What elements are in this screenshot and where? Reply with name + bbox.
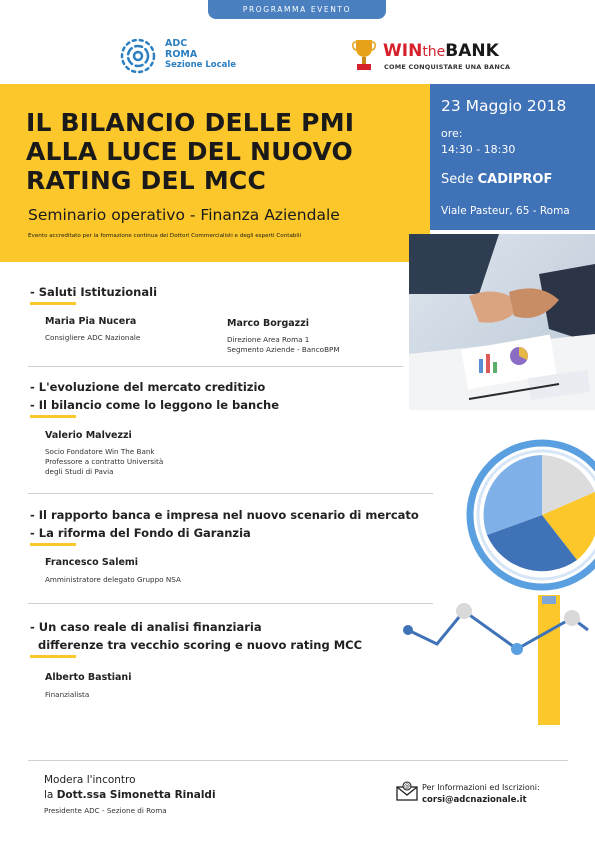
venue-name: CADIPROF — [477, 172, 553, 187]
winthebank-logo — [383, 42, 499, 61]
speaker-role: Direzione Area Roma 1 — [227, 335, 310, 344]
section4-topic2: differenze tra vecchio scoring e nuovo rating MCC — [38, 638, 363, 652]
info-email-link[interactable]: corsi@adcnazionale.it — [422, 795, 527, 805]
speaker-role: Socio Fondatore Win The Bank — [45, 447, 155, 456]
speaker-name: Alberto Bastiani — [45, 672, 132, 683]
title-line2: ALLA LUCE DEL NUOVO — [26, 137, 353, 166]
event-title — [26, 108, 354, 195]
speaker-role: Finanzialista — [45, 690, 90, 699]
adc-logo-text — [165, 38, 236, 71]
speaker-role: Professore a contratto Università — [45, 457, 164, 466]
handshake-photo — [409, 234, 595, 410]
accreditation-note: Evento accreditato per la formazione continua dei Dottori Commercialisti e degli esperti Contabili — [28, 233, 302, 239]
section3-topic2: - La riforma del Fondo di Garanzia — [30, 526, 251, 540]
trophy-icon — [352, 38, 376, 72]
event-date: 23 Maggio 2018 — [441, 97, 567, 115]
speaker-name: Marco Borgazzi — [227, 318, 309, 329]
moderator-intro: Modera l'incontro — [44, 774, 136, 786]
svg-text:@: @ — [404, 783, 410, 791]
speaker-name: Francesco Salemi — [45, 557, 139, 568]
title-line3: RATING DEL MCC — [26, 166, 266, 195]
section2-topic1: - L'evoluzione del mercato creditizio — [30, 380, 266, 394]
mail-icon — [396, 781, 418, 801]
event-time: 14:30 - 18:30 — [441, 143, 516, 156]
moderator-name-line — [44, 789, 216, 801]
moderator-prefix: la — [44, 789, 54, 801]
event-venue — [441, 172, 552, 187]
time-label: ore: — [441, 127, 463, 140]
footer-divider — [28, 760, 568, 761]
section-divider — [28, 493, 433, 494]
winthebank-tagline: COME CONQUISTARE UNA BANCA — [384, 63, 511, 71]
wtb-the: the — [422, 44, 446, 60]
adc-logo-icon — [118, 36, 158, 76]
adc-line1: ADC — [165, 38, 188, 49]
event-subtitle: Seminario operativo - Finanza Aziendale — [28, 206, 340, 224]
speaker-role: Segmento Aziende - BancoBPM — [227, 345, 340, 354]
adc-line2: ROMA — [165, 49, 198, 60]
speaker-name: Valerio Malvezzi — [45, 430, 132, 441]
section1-underline — [30, 302, 76, 305]
moderator-name: Dott.ssa Simonetta Rinaldi — [56, 789, 216, 801]
speaker-role: degli Studi di Pavia — [45, 467, 114, 476]
wtb-bank: BANK — [445, 41, 499, 61]
section2-underline — [30, 415, 76, 418]
section3-topic1: - Il rapporto banca e impresa nel nuovo scenario di mercato — [30, 508, 419, 522]
section-divider — [28, 366, 403, 367]
venue-label: Sede — [441, 172, 474, 187]
speaker-name: Maria Pia Nucera — [45, 316, 137, 327]
magnifier-chart-icon — [392, 430, 595, 730]
program-tag: PROGRAMMA EVENTO — [208, 0, 386, 19]
section2-topic2: - Il bilancio come lo leggono le banche — [30, 398, 280, 412]
info-label: Per Informazioni ed Iscrizioni: — [422, 783, 540, 792]
section4-topic1: - Un caso reale di analisi finanziaria — [30, 620, 262, 634]
title-line1: IL BILANCIO DELLE PMI — [26, 108, 355, 137]
section3-underline — [30, 543, 76, 546]
section-divider — [28, 603, 433, 604]
wtb-win: WIN — [383, 41, 423, 61]
speaker-role: Amministratore delegato Gruppo NSA — [45, 575, 181, 584]
section1-topic1: - Saluti Istituzionali — [30, 285, 158, 299]
event-address: Viale Pasteur, 65 - Roma — [441, 205, 570, 217]
moderator-role: Presidente ADC - Sezione di Roma — [44, 806, 167, 815]
speaker-role: Consigliere ADC Nazionale — [45, 333, 141, 342]
adc-line3: Sezione Locale — [165, 60, 237, 70]
section4-underline — [30, 655, 76, 658]
